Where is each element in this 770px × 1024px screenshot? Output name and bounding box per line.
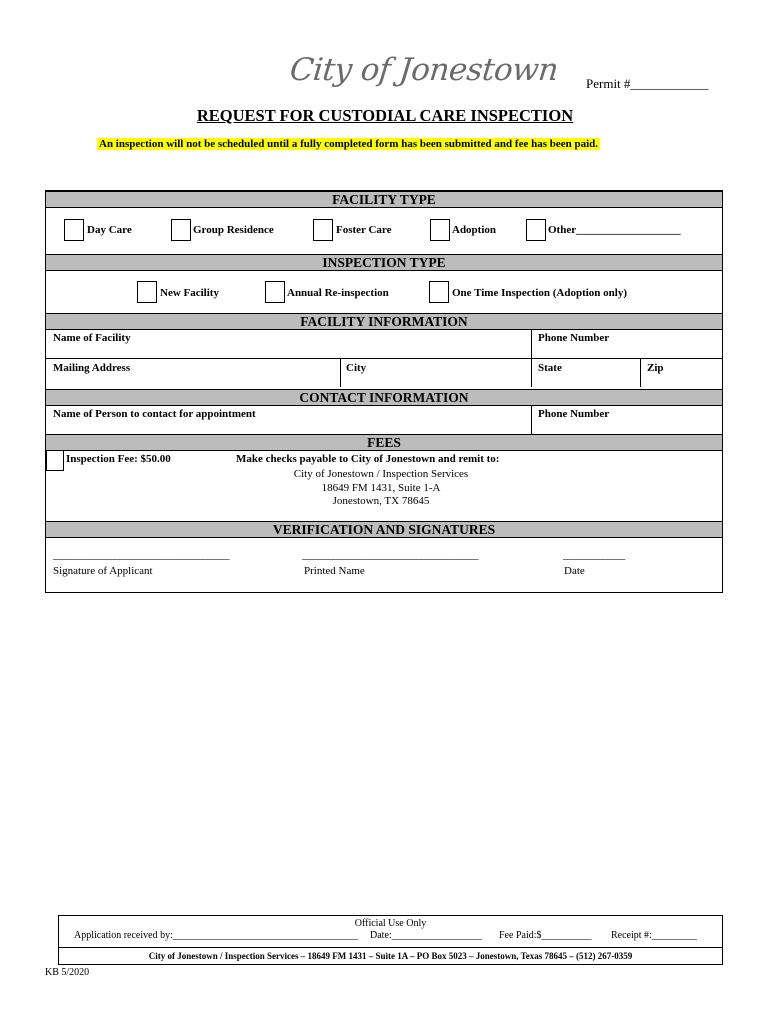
revision-code: KB 5/2020 (45, 967, 90, 978)
one-time-inspection-label: One Time Inspection (Adoption only) (452, 287, 628, 299)
adoption-label: Adoption (452, 224, 497, 236)
foster-care-checkbox[interactable] (313, 219, 333, 241)
new-facility-label: New Facility (160, 287, 219, 299)
city-logo: City of Jonestown (288, 52, 560, 88)
date-line[interactable]: ______________ (563, 550, 625, 561)
divider (531, 405, 532, 434)
divider (46, 358, 722, 359)
divider (59, 947, 722, 948)
remit-address-line2: 18649 FM 1431, Suite 1-A (321, 482, 441, 494)
printed-name-line[interactable]: ________________________________________ (302, 550, 479, 561)
state-label: State (538, 362, 562, 374)
remit-address-line1: City of Jonestown / Inspection Services (293, 468, 469, 480)
group-residence-label: Group Residence (193, 224, 274, 236)
other-checkbox[interactable] (526, 219, 546, 241)
one-time-inspection-checkbox[interactable] (429, 281, 449, 303)
signature-label: Signature of Applicant (53, 565, 153, 577)
contact-phone-label: Phone Number (538, 408, 610, 420)
zip-label: Zip (647, 362, 664, 374)
signature-line[interactable]: ________________________________________ (53, 550, 230, 561)
inspection-fee-checkbox[interactable] (46, 450, 64, 471)
footer-address: City of Jonestown / Inspection Services – 18649 FM 1431 – Suite 1A – PO Box 5023 – Jonestown, Texas 78645 – (512) 267-0359 (148, 951, 633, 961)
fee-paid-field[interactable]: Fee Paid:$__________ (499, 930, 592, 941)
facility-type-heading: FACILITY TYPE (46, 191, 722, 208)
inspection-fee-label: Inspection Fee: $50.00 (66, 453, 171, 465)
contact-person-label: Name of Person to contact for appointment (53, 408, 256, 420)
divider (340, 358, 341, 387)
remit-address-line3: Jonestown, TX 78645 (332, 495, 430, 507)
facility-phone-label: Phone Number (538, 332, 610, 344)
verification-heading: VERIFICATION AND SIGNATURES (46, 521, 722, 538)
official-use-box (58, 915, 723, 965)
date-field[interactable]: Date:__________________ (370, 930, 482, 941)
mailing-address-label: Mailing Address (53, 362, 131, 374)
divider (640, 358, 641, 387)
printed-name-label: Printed Name (304, 565, 365, 577)
day-care-label: Day Care (87, 224, 132, 236)
received-by-field[interactable]: Application received by:_____________________________________ (74, 930, 358, 941)
permit-number: Permit #____________ (586, 76, 709, 91)
date-label: Date (564, 565, 585, 577)
facility-info-heading: FACILITY INFORMATION (46, 313, 722, 330)
day-care-checkbox[interactable] (64, 219, 84, 241)
request-form (45, 190, 723, 593)
city-label: City (346, 362, 367, 374)
group-residence-checkbox[interactable] (171, 219, 191, 241)
page-title: REQUEST FOR CUSTODIAL CARE INSPECTION (196, 106, 574, 125)
official-use-heading: Official Use Only (354, 918, 427, 929)
adoption-checkbox[interactable] (430, 219, 450, 241)
payable-instruction: Make checks payable to City of Jonestown and remit to: (236, 453, 500, 465)
contact-info-heading: CONTACT INFORMATION (46, 389, 722, 406)
new-facility-checkbox[interactable] (137, 281, 157, 303)
fees-heading: FEES (46, 434, 722, 451)
facility-name-label: Name of Facility (53, 332, 131, 344)
annual-reinspection-checkbox[interactable] (265, 281, 285, 303)
other-label[interactable]: Other___________________ (548, 224, 681, 236)
annual-reinspection-label: Annual Re-inspection (287, 287, 389, 299)
notice-banner: An inspection will not be scheduled until a fully completed form has been submitted and fee has been paid. (99, 138, 599, 150)
foster-care-label: Foster Care (336, 224, 392, 236)
inspection-type-heading: INSPECTION TYPE (46, 254, 722, 271)
receipt-field[interactable]: Receipt #:_________ (611, 930, 697, 941)
